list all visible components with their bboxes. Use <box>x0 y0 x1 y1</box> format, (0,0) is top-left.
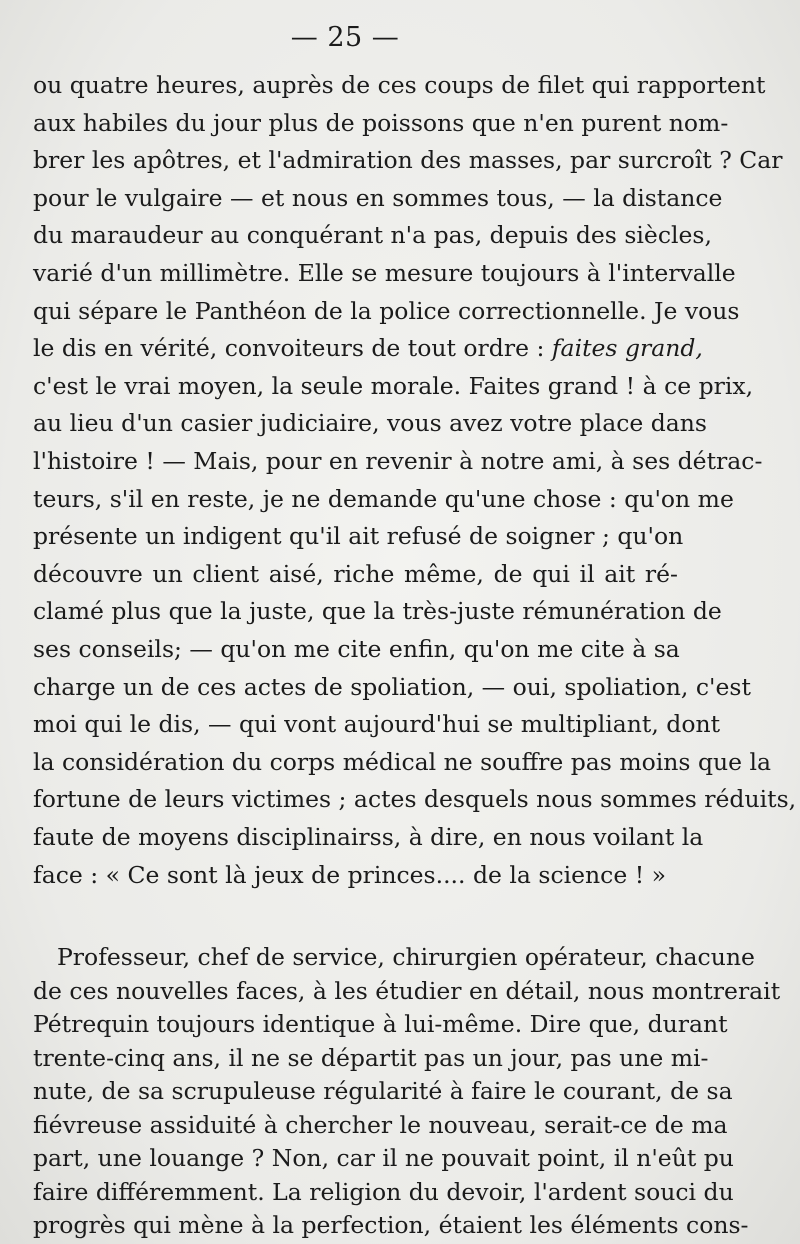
text-line: du maraudeur au conquérant n'a pas, depuis des siècles, <box>33 221 712 250</box>
text-line: progrès qui mène à la perfection, étaient les éléments cons- <box>33 1211 749 1239</box>
text-line: trente-cinq ans, il ne se départit pas un jour, pas une mi- <box>33 1043 709 1072</box>
text-line: face : « Ce sont là jeux de princes.... de la science ! » <box>33 860 666 889</box>
italic-phrase: faites grand, <box>551 334 703 363</box>
text-line: pour le vulgaire — et nous en sommes tous, — la distance <box>33 183 723 212</box>
text-line: teurs, s'il en reste, je ne demande qu'une chose : qu'on me <box>33 484 734 513</box>
text-line: de ces nouvelles faces, à les étudier en détail, nous montrerait <box>33 976 781 1005</box>
text-line: Professeur, chef de service, chirurgien opérateur, chacune <box>57 943 755 971</box>
text-line: l'histoire ! — Mais, pour en revenir à notre ami, à ses détrac- <box>33 447 763 475</box>
text-line: nute, de sa scrupuleuse régularité à faire le courant, de sa <box>33 1077 733 1105</box>
text-line: moi qui le dis, — qui vont aujourd'hui se multipliant, dont <box>33 710 721 739</box>
text-segment: le dis en vérité, convoiteurs de tout ordre : <box>33 334 545 363</box>
text-line: fortune de leurs victimes ; actes desquels nous sommes réduits, <box>33 785 797 814</box>
text-line: fiévreuse assiduité à chercher le nouveau, serait-ce de ma <box>33 1110 728 1139</box>
text-line: découvre un client aisé, riche même, de qui il ait ré- <box>33 559 678 588</box>
text-line: clamé plus que la juste, que la très-juste rémunération de <box>33 597 722 626</box>
text-line: ses conseils; — qu'on me cite enfin, qu'on me cite à sa <box>33 635 680 663</box>
text-line: charge un de ces actes de spoliation, — oui, spoliation, c'est <box>33 672 751 701</box>
text-line: c'est le vrai moyen, la seule morale. Faites grand ! à ce prix, <box>33 371 754 400</box>
text-line: qui sépare le Panthéon de la police correctionnelle. Je vous <box>33 296 740 325</box>
text-line: la considération du corps médical ne souffre pas moins que la <box>33 747 772 776</box>
text-line-with-italic <box>33 329 703 367</box>
text-line: part, une louange ? Non, car il ne pouvait point, il n'eût pu <box>33 1144 734 1172</box>
text-line: faute de moyens disciplinairss, à dire, en nous voilant la <box>33 823 704 851</box>
text-line: présente un indigent qu'il ait refusé de soigner ; qu'on <box>33 522 684 551</box>
text-line: brer les apôtres, et l'admiration des masses, par surcroît ? Car <box>33 146 783 175</box>
text-line: faire différemment. La religion du devoir, l'ardent souci du <box>33 1177 734 1206</box>
page-number: — 25 — <box>290 22 400 53</box>
text-line: ou quatre heures, auprès de ces coups de filet qui rapportent <box>33 71 766 99</box>
text-line: aux habiles du jour plus de poissons que n'en purent nom- <box>33 108 729 137</box>
text-line: Pétrequin toujours identique à lui-même. Dire que, durant <box>33 1010 728 1038</box>
text-line: au lieu d'un casier judiciaire, vous avez votre place dans <box>33 409 707 438</box>
text-line: varié d'un millimètre. Elle se mesure toujours à l'intervalle <box>33 259 736 287</box>
